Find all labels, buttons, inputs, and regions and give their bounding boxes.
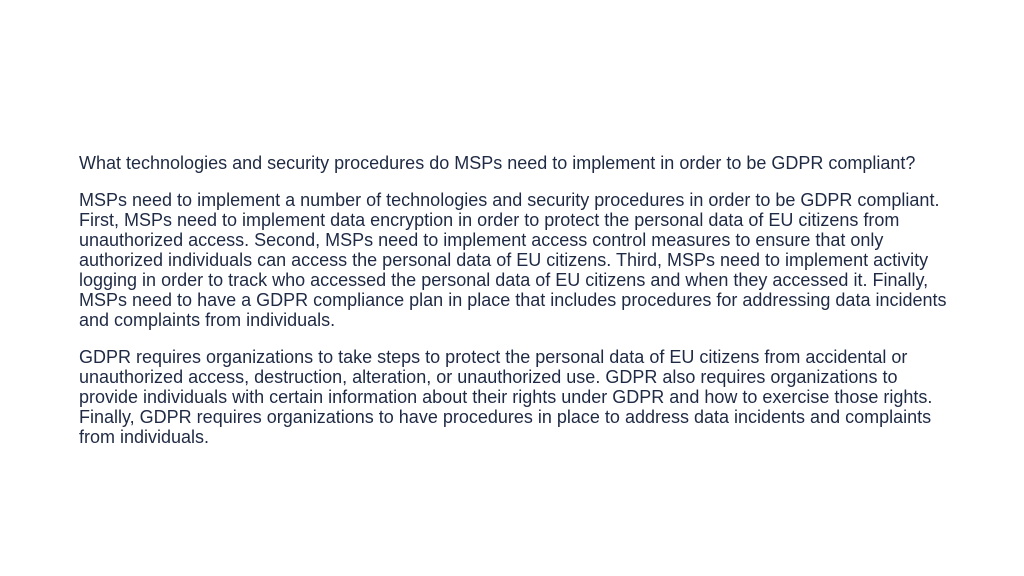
gdpr-requirements-paragraph: GDPR requires organizations to take steps to protect the personal data of EU citizens from accidental or unauthorized access, destruction, alteration, or unauthorized use. GDPR also requires organizations to provide individuals with certain information about their rights under GDPR and how to exercise those rights. Finally, GDPR requires organizations to have procedures in place to address data incidents and complaints from individuals. xyxy=(79,347,933,447)
question-paragraph: What technologies and security procedures do MSPs need to implement in order to be GDPR compliant? xyxy=(79,153,916,173)
answer-paragraph: MSPs need to implement a number of technologies and security procedures in order to be GDPR compliant. First, MSPs need to implement data encryption in order to protect the personal data of EU citizens from unauthorized access. Second, MSPs need to implement access control measures to ensure that only authorized individuals can access the personal data of EU citizens. Third, MSPs need to implement activity logging in order to track who accessed the personal data of EU citizens and when they accessed it. Finally, MSPs need to have a GDPR compliance plan in place that includes procedures for addressing data incidents and complaints from individuals. xyxy=(79,190,947,330)
slide-body xyxy=(79,153,959,464)
